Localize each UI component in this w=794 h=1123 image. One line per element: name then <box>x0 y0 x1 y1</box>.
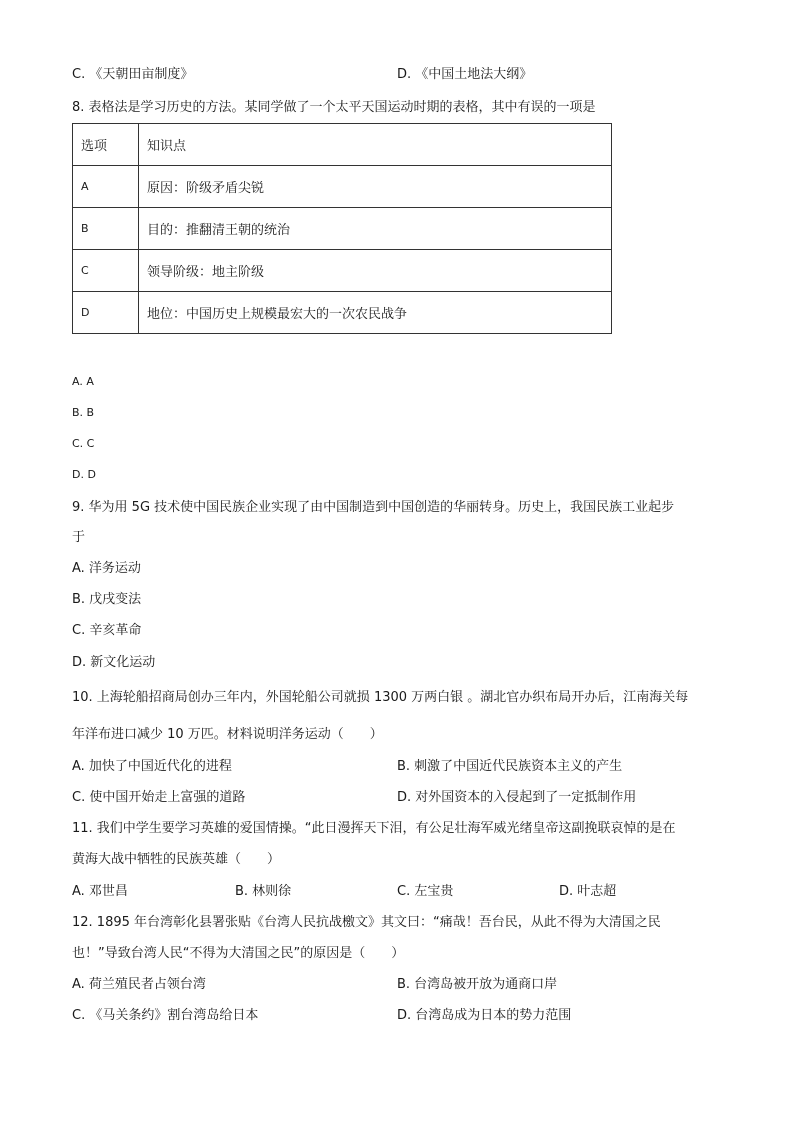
q10-option-b[interactable]: B. 刺激了中国近代民族资本主义的产生 <box>397 759 623 774</box>
table-cell: 领导阶级：地主阶级 <box>139 250 612 292</box>
q9-option-c[interactable]: C. 辛亥革命 <box>72 623 142 638</box>
q11-option-d[interactable]: D. 叶志超 <box>559 884 617 899</box>
q8-stem: 8. 表格法是学习历史的方法。某同学做了一个太平天国运动时期的表格，其中有误的一项是 <box>72 100 596 115</box>
q7-option-c[interactable]: C. 《天朝田亩制度》 <box>72 67 194 82</box>
table-cell: C <box>73 250 139 292</box>
table-row <box>73 208 612 250</box>
q10-stem-line1: 10. 上海轮船招商局创办三年内，外国轮船公司就损 1300 万两白银 。湖北官办织布局开办后，江南海关每 <box>72 690 689 705</box>
q12-options-row1 <box>72 977 732 995</box>
q11-options-row <box>72 884 732 902</box>
table-row <box>73 250 612 292</box>
q12-option-d[interactable]: D. 台湾岛成为日本的势力范围 <box>397 1008 572 1023</box>
q8-option-d[interactable]: D. D <box>72 468 96 481</box>
q7-options <box>72 67 732 85</box>
q7-option-d[interactable]: D. 《中国土地法大纲》 <box>397 67 533 82</box>
q8-option-b[interactable]: B. B <box>72 406 95 419</box>
table-cell: 目的：推翻清王朝的统治 <box>139 208 612 250</box>
q9-option-d[interactable]: D. 新文化运动 <box>72 655 156 670</box>
q10-stem-line2: 年洋布进口减少 10 万匹。材料说明洋务运动（ ） <box>72 727 383 742</box>
q12-stem-line1: 12. 1895 年台湾彰化县署张贴《台湾人民抗战檄文》其文曰：“痛哉！吾台民，从此不得为大清国之民 <box>72 915 661 930</box>
q12-options-row2 <box>72 1008 732 1026</box>
q9-option-a[interactable]: A. 洋务运动 <box>72 561 141 576</box>
q12-option-c[interactable]: C. 《马关条约》割台湾岛给日本 <box>72 1008 259 1023</box>
table-cell: D <box>73 292 139 334</box>
q12-option-b[interactable]: B. 台湾岛被开放为通商口岸 <box>397 977 558 992</box>
q10-option-c[interactable]: C. 使中国开始走上富强的道路 <box>72 790 246 805</box>
q10-options-row1 <box>72 759 732 777</box>
table-row <box>73 292 612 334</box>
table-header-cell: 知识点 <box>139 124 612 166</box>
q10-option-d[interactable]: D. 对外国资本的入侵起到了一定抵制作用 <box>397 790 637 805</box>
q11-option-b[interactable]: B. 林则徐 <box>235 884 292 899</box>
table-cell: 地位：中国历史上规模最宏大的一次农民战争 <box>139 292 612 334</box>
q9-stem-line2: 于 <box>72 530 86 545</box>
table-header-cell: 选项 <box>73 124 139 166</box>
q10-option-a[interactable]: A. 加快了中国近代化的进程 <box>72 759 232 774</box>
q9-option-b[interactable]: B. 戊戌变法 <box>72 592 142 607</box>
q9-stem-line1: 9. 华为用 5G 技术使中国民族企业实现了由中国制造到中国创造的华丽转身。历史上，我国民族工业起步 <box>72 500 675 515</box>
table-header-row <box>73 124 612 166</box>
q8-option-c[interactable]: C. C <box>72 437 95 450</box>
q11-option-c[interactable]: C. 左宝贵 <box>397 884 454 899</box>
q12-stem-line2: 也！”导致台湾人民“不得为大清国之民”的原因是（ ） <box>72 946 405 961</box>
table-cell: A <box>73 166 139 208</box>
q8-option-a[interactable]: A. A <box>72 375 94 388</box>
q10-options-row2 <box>72 790 732 808</box>
q12-option-a[interactable]: A. 荷兰殖民者占领台湾 <box>72 977 206 992</box>
table-row <box>73 166 612 208</box>
q11-option-a[interactable]: A. 邓世昌 <box>72 884 128 899</box>
q8-table <box>72 123 612 334</box>
q11-stem-line1: 11. 我们中学生要学习英雄的爱国情操。“此日漫挥天下泪，有公足壮海军威光绪皇帝这副挽联哀悼的是在 <box>72 821 676 836</box>
table-cell: 原因：阶级矛盾尖锐 <box>139 166 612 208</box>
q11-stem-line2: 黄海大战中牺牲的民族英雄（ ） <box>72 852 281 867</box>
table-cell: B <box>73 208 139 250</box>
